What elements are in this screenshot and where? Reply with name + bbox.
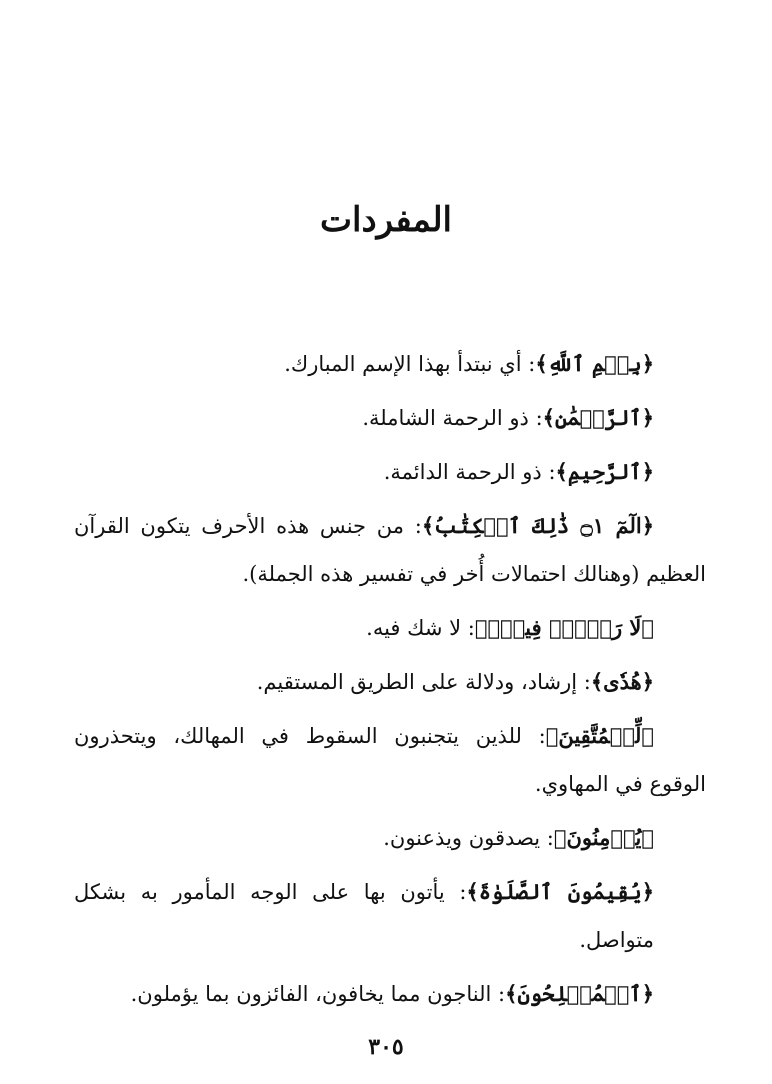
quran-term: يُقِيمُونَ ٱلصَّلَوٰةَ: [478, 879, 642, 904]
quran-term: يُؤۡمِنُونَ: [566, 825, 642, 850]
quran-bracket-open: ﴿: [641, 879, 654, 904]
term-definition: : الناجون مما يخافون، الفائزون بما يؤملون.: [130, 982, 506, 1006]
quran-bracket-open: ﴿: [641, 669, 654, 694]
term-definition: : ذو الرحمة الشاملة.: [362, 406, 543, 430]
quran-bracket-open: ﴿: [641, 351, 654, 376]
term-definition: : يأتون بها على الوجه المأمور به بشكل متواصل.: [74, 880, 654, 952]
quran-bracket-open: ﴿: [641, 459, 654, 484]
quran-bracket-close: ﴾: [590, 669, 604, 694]
list-item: [74, 868, 654, 964]
quran-term: ٱلرَّحۡمَٰنِ: [554, 405, 642, 430]
quran-bracket-open: ﴿: [641, 513, 655, 538]
list-item: [74, 814, 654, 862]
quran-bracket-close: ﴾: [542, 405, 555, 430]
list-item: [74, 970, 654, 1018]
quran-term: ٱلرَّحِيمِ: [567, 459, 642, 484]
term-definition: : أي نبتدأ بهذا الإسم المبارك.: [284, 352, 536, 376]
page-number: ٣٠٥: [368, 1034, 404, 1060]
quran-bracket-close: ﴾: [545, 723, 559, 748]
term-definition: : من جنس هذه الأحرف يتكون القرآن العظيم (وهنالك احتمالات أُخر في تفسير هذه الجملة).: [74, 514, 706, 586]
list-item: [74, 712, 706, 808]
quran-bracket-close: ﴾: [553, 825, 567, 850]
quran-bracket-close: ﴾: [466, 879, 479, 904]
quran-term: هُدٗى: [603, 669, 642, 694]
list-item: [74, 658, 654, 706]
list-item: [74, 394, 654, 442]
term-definition: : يصدقون ويذعنون.: [383, 826, 554, 850]
quran-bracket-open: ﴿: [641, 825, 654, 850]
quran-term: الٓمٓ ۝١ ذَٰلِكَ ٱلۡكِتَٰبُ: [434, 513, 642, 538]
quran-bracket-open: ﴿: [641, 615, 654, 640]
term-definition: : إرشاد، ودلالة على الطريق المستقيم.: [256, 670, 591, 694]
quran-bracket-close: ﴾: [474, 615, 488, 640]
quran-bracket-close: ﴾: [505, 981, 518, 1006]
term-definition: : ذو الرحمة الدائمة.: [383, 460, 556, 484]
list-item: [74, 340, 654, 388]
quran-bracket-open: ﴿: [641, 405, 654, 430]
list-item: [74, 448, 654, 496]
vocabulary-list: [74, 340, 706, 1024]
quran-term: بِسۡمِ ٱللَّهِ: [547, 351, 642, 376]
quran-bracket-open: ﴿: [641, 981, 654, 1006]
list-item: [74, 502, 706, 598]
quran-term: لَا رَيۡبَۛ فِيهِۛ: [487, 615, 642, 640]
term-definition: : لا شك فيه.: [366, 616, 475, 640]
quran-term: لِّلۡمُتَّقِينَ: [558, 723, 642, 748]
quran-bracket-open: ﴿: [641, 723, 654, 748]
term-definition: : للذين يتجنبون السقوط في المهالك، ويتحذرون الوقوع في المهاوي.: [74, 724, 706, 796]
list-item: [74, 604, 654, 652]
quran-bracket-close: ﴾: [421, 513, 435, 538]
quran-bracket-close: ﴾: [555, 459, 568, 484]
quran-term: ٱلۡمُفۡلِحُونَ: [517, 981, 642, 1006]
page-title: المفردات: [319, 200, 452, 240]
quran-bracket-close: ﴾: [535, 351, 548, 376]
